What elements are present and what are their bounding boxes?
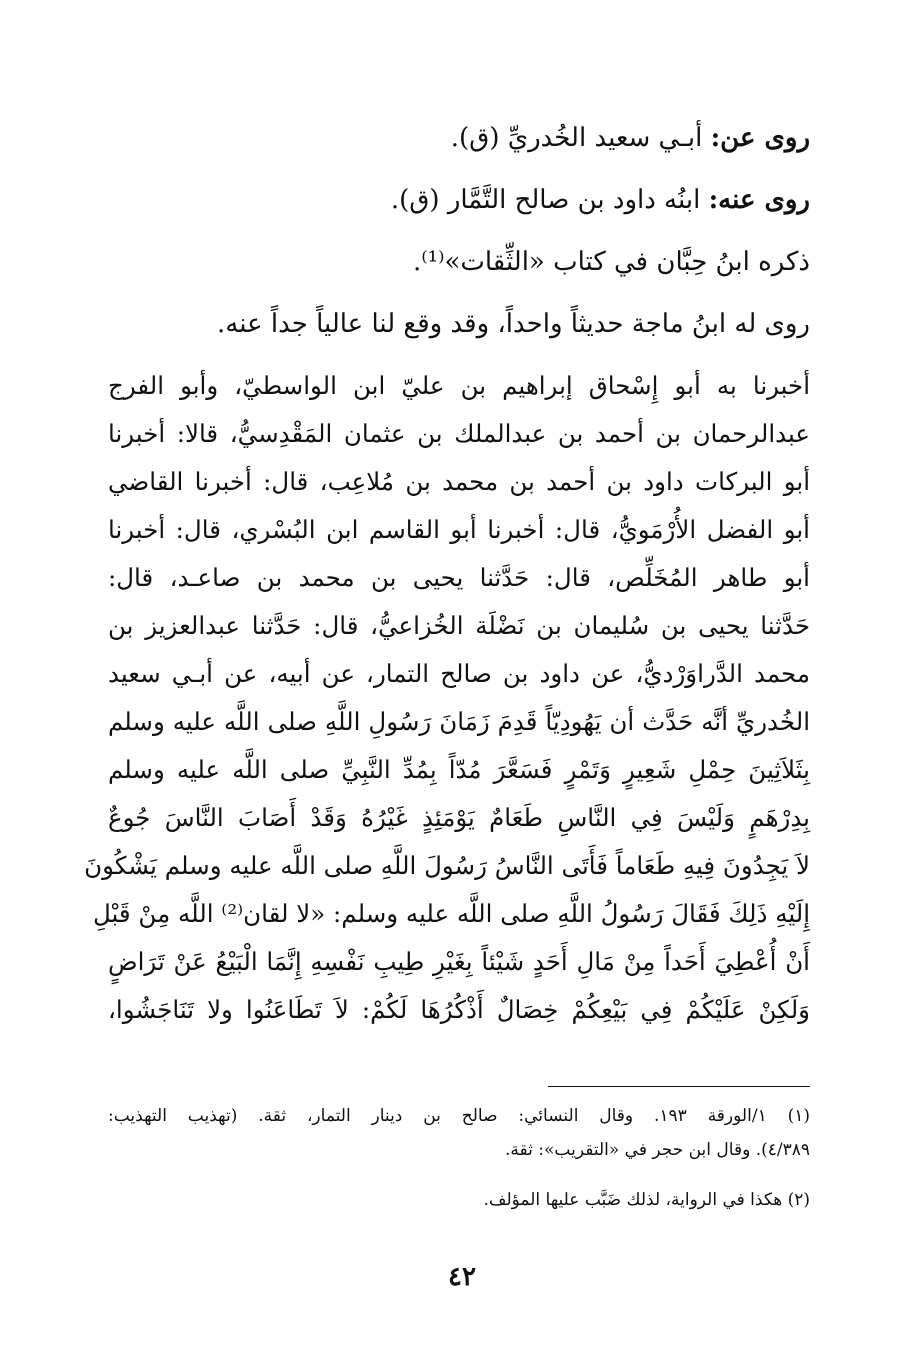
footnote-1-line-2: ٤/٣٨٩). وقال ابن حجر في «التقريب»: ثقة. [505,1140,810,1160]
narrated-from-label: روى عن: [710,123,810,153]
narrated-from-text: أبـي سعيد الخُدريِّ (ق). [450,123,703,153]
narrated-by-line [391,180,810,220]
text-line: محمد الدَّراوَرْديُّ، عن داود بن صالح التمار، عن أبيه، عن أبـي سعيد [108,659,810,688]
text-line: أَنْ أُعْطِيَ أَحَداً مِنْ مَالِ أَحَدٍ شَيْئاً بِغَيْرِ طِيبِ نَفْسِهِ إِنَّمَا الْبَيْعُ عَنْ تَرَاضٍ [108,947,810,976]
text-line: وَلَكِنْ عَلَيْكُمْ فِي بَيْعِكُمْ خِصَالٌ أَذْكُرُهَا لَكُمْ: لاَ تَطَاعَنُوا ولا تَنَاجَشُوا، [108,995,810,1024]
text-line: أخبرنا به أبو إِسْحاق إبراهيم بن عليّ ابن الواسطيّ، وأبو الفرج [108,371,810,400]
narrated-by-text: ابنُه داود بن صالح التَّمَّار (ق). [390,185,701,215]
text-line: أبو طاهر المُخَلِّص، قال: حَدَّثنا يحيى بن محمد بن صاعـد، قال: [108,563,810,592]
text-line: بِدِرْهَمٍ وَلَيْسَ فِي النَّاسِ طَعَامٌ يَوْمَئِذٍ غَيْرُهُ وَقَدْ أَصَابَ النَّاسَ جُوعٌ [108,803,810,832]
page-number: ٤٢ [448,1262,476,1292]
text-line: الخُدريِّ أنَّه حَدَّث أن يَهُودِيّاً قَدِمَ زَمَانَ رَسُولِ اللَّهِ صلى اللَّه عليه وسلم [108,707,810,736]
text-line: لاَ يَجِدُونَ فِيهِ طَعَاماً فَأَتَى النَّاسُ رَسُولَ اللَّهِ صلى اللَّه عليه وسلم يَشْكُونَ [84,851,810,880]
text-line: أبو البركات داود بن أحمد بن محمد بن مُلاعِب، قال: أخبرنا القاضي [108,467,810,496]
text-line: إِلَيْهِ ذَلِكَ فَقَالَ رَسُولُ اللَّهِ صلى اللَّه عليه وسلم: «لا لقان⁽²⁾ اللَّه مِنْ قَبْلِ [92,899,810,928]
text-line: عبدالرحمان بن أحمد بن عبدالملك بن عثمان المَقْدِسيُّ، قالا: أخبرنا [108,419,810,448]
text-line: أبو الفضل الأُرْمَويُّ، قال: أخبرنا أبو القاسم ابن البُسْري، قال: أخبرنا [108,515,810,544]
footnote-1-line-1: (١) ١/الورقة ١٩٣. وقال النسائي: صالح بن دينار التمار، ثقة. (تهذيب التهذيب: [108,1106,810,1126]
narrated-by-label: روى عنه: [708,185,810,215]
text-line: حَدَّثنا يحيى بن سُليمان بن نَضْلَة الخُزاعيُّ، قال: حَدَّثنا عبدالعزيز بن [108,611,810,640]
text-line: بِثَلاَثِينَ حِمْلِ شَعِيرٍ وَتَمْرٍ فَسَعَّرَ مُدّاً بِمُدِّ النَّبِيِّ صلى اللَّه عليه وسلم [108,755,810,784]
footnote-2: (٢) هكذا في الرواية، لذلك ضَبَّب عليها المؤلف. [483,1190,810,1210]
narrated-for-him-line: روى له ابنُ ماجة حديثاً واحداً، وقد وقع لنا عالياً جداً عنه. [217,309,810,339]
footnote-divider [548,1086,810,1087]
narrated-from-line [451,118,810,158]
mentioned-by-line: ذكره ابنُ حِبَّان في كتاب «الثِّقات»⁽¹⁾. [413,247,810,277]
